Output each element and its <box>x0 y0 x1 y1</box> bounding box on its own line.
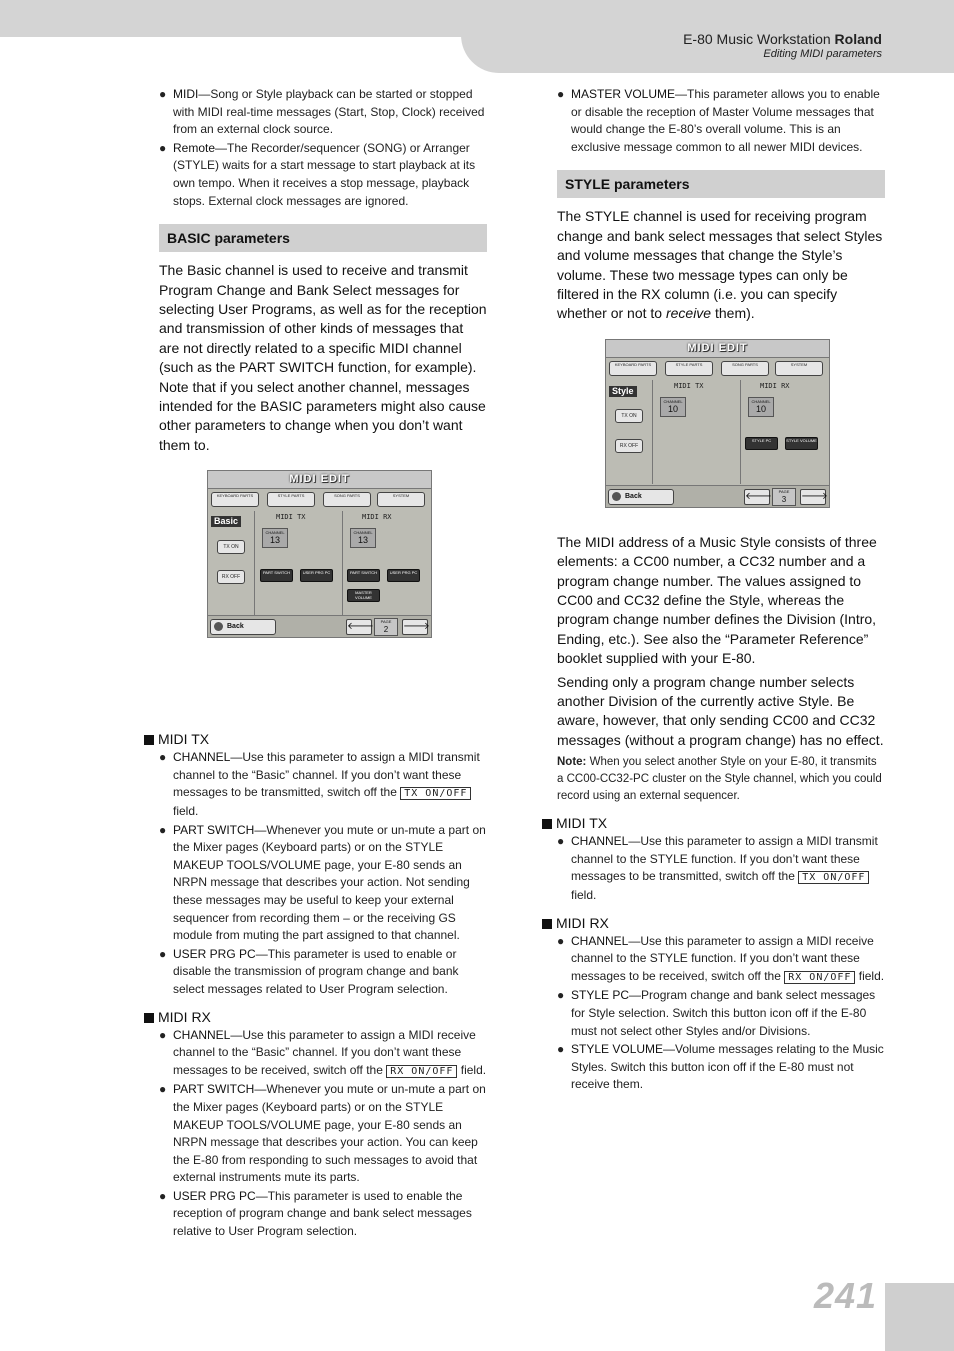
screen-footer <box>606 485 829 507</box>
page-indicator: PAGE 3 <box>772 488 796 506</box>
bullet-remote: ● Remote—The Recorder/sequencer (SONG) or Arranger (STYLE) waits for a start message to start playback at its own tempo. When it receives a stop message, playback stops. External clock messages are ignored. <box>159 140 476 208</box>
rx-user-prg-pc-button[interactable]: USER PRG PC <box>387 569 420 582</box>
style-paragraph: The STYLE channel is used for receiving program change and bank select messages that select Styles and volume messages that change the Style’s volume. These two message types can only be filtered in the RX column (i.e. you can specify whether or not to receive them). <box>557 208 883 322</box>
tab-keyboard-parts[interactable]: KEYBOARD PARTS <box>609 361 657 376</box>
tx-channel-field[interactable]: CHANNEL 10 <box>660 397 686 417</box>
page-indicator: PAGE 2 <box>374 618 398 636</box>
header-section: Editing MIDI parameters <box>763 48 882 60</box>
tx-channel-field[interactable]: CHANNEL 13 <box>262 528 288 548</box>
rx-part-switch-button[interactable]: PART SWITCH <box>347 569 380 582</box>
tx-on-button[interactable]: TX ON <box>217 540 245 554</box>
tx-column-label: MIDI TX <box>674 382 704 390</box>
midi-edit-screen-basic <box>207 470 432 638</box>
divider <box>652 380 653 484</box>
header-title: E-80 Music Workstation Roland <box>683 31 882 47</box>
rx-bullet-part-switch: ● PART SWITCH—Whenever you mute or un-mute a part on the Mixer pages (Keyboard parts) or on the STYLE MAKEUP TOOLS/VOLUME page, your E-80 sends an NRPN message that describes your action. You can keep the E-80 from responding to such messages to avoid that external instruments mute its parts. <box>159 1082 486 1185</box>
tab-system[interactable]: SYSTEM <box>377 492 425 507</box>
style-rx-bullet-channel: ● CHANNEL—Use this parameter to assign a MIDI receive channel to the STYLE function. If you don’t want these messages to be received, switch off the RX ON/OFF field. <box>557 933 885 983</box>
basic-paragraph: The Basic channel is used to receive and transmit Program Change and Bank Select messages for selecting User Programs, as well as for the reception and transmission of other kinds of messages that are not directly related to a specific MIDI channel (such as the PART SWITCH function, for example). Note that if you select another channel, messages intended for the BASIC parameters might also cause other parameters to change when you don’t want them to. <box>159 262 487 453</box>
section-heading-basic: BASIC parameters <box>159 224 487 252</box>
tab-style-parts[interactable]: STYLE PARTS <box>267 492 315 507</box>
rx-master-volume-button[interactable]: MASTER VOLUME <box>347 589 380 602</box>
style-tx-bullet-channel: ● CHANNEL—Use this parameter to assign a MIDI transmit channel to the STYLE function. If you don’t want these messages to be transmitted, switch off the TX ON/OFF field. <box>557 834 878 903</box>
back-icon <box>612 492 621 501</box>
style-tx-onoff-field-label: TX ON/OFF <box>798 871 869 884</box>
page-number: 241 <box>814 1275 878 1316</box>
tx-onoff-field-label: TX ON/OFF <box>400 787 471 800</box>
rx-column-label: MIDI RX <box>362 513 392 521</box>
address-paragraph: The MIDI address of a Music Style consists of three elements: a CC00 number, a CC32 number and a program change number. The values assigned to CC00 and CC32 define the Style, whereas the program change number defines the Division (Intro, Ending, etc.). See also the “Parameter Reference” booklet supplied with your E-80. <box>557 533 877 667</box>
rx-bullet-user-prg-pc: ● USER PRG PC—This parameter is used to enable the reception of program change and bank select messages relative to User Program selection. <box>159 1188 472 1239</box>
screen-footer <box>208 615 431 637</box>
tab-song-parts[interactable]: SONG PARTS <box>721 361 769 376</box>
subheading-midi-rx: MIDI RX <box>144 1009 487 1025</box>
left-column <box>159 86 487 1242</box>
right-column <box>557 86 885 1095</box>
midi-edit-screen-style <box>605 339 830 508</box>
rx-off-button[interactable]: RX OFF <box>217 570 245 584</box>
side-label-style: Style <box>609 386 637 397</box>
page-number-bar <box>885 1283 954 1351</box>
tab-system[interactable]: SYSTEM <box>775 361 823 376</box>
tab-keyboard-parts[interactable]: KEYBOARD PARTS <box>211 492 259 507</box>
bullet-master-volume: ● MASTER VOLUME—This parameter allows you to enable or disable the reception of Master Volume messages that would change the E-80’s overall volume. This is an exclusive message common to all newer MIDI devices. <box>557 87 880 154</box>
rx-bullet-channel: ● CHANNEL—Use this parameter to assign a MIDI receive channel to the “Basic” channel. If you don’t want these messages to be received, switch off the RX ON/OFF field. <box>159 1027 487 1077</box>
page-next-button[interactable]: 🡒 <box>800 489 826 505</box>
tx-bullet-channel: ● CHANNEL—Use this parameter to assign a MIDI transmit channel to the “Basic” channel. If you don’t want these messages to be transmitted, switch off the TX ON/OFF field. <box>159 750 480 818</box>
subheading-midi-tx: MIDI TX <box>144 731 487 747</box>
screen-title: MIDI EDIT <box>208 471 431 489</box>
section-heading-style: STYLE parameters <box>557 170 885 198</box>
divider <box>254 511 255 615</box>
style-rx-onoff-field-label: RX ON/OFF <box>784 971 855 984</box>
rx-channel-field[interactable]: CHANNEL 10 <box>748 397 774 417</box>
rx-column-label: MIDI RX <box>760 382 790 390</box>
tx-bullet-part-switch: ● PART SWITCH—Whenever you mute or un-mute a part on the Mixer pages (Keyboard parts) or on the STYLE MAKEUP TOOLS/VOLUME page, your E-80 sends an NRPN message that describes your action. Not sending these messages may be useful to keep your external sequencer from recording them – or the receiving GS module from muting the part assigned to that channel. <box>159 822 486 943</box>
page-prev-button[interactable]: 🡐 <box>744 489 770 505</box>
tx-on-button[interactable]: TX ON <box>615 409 643 423</box>
page-next-button[interactable]: 🡒 <box>402 619 428 635</box>
rx-onoff-field-label: RX ON/OFF <box>386 1065 457 1078</box>
rx-style-pc-button[interactable]: STYLE PC <box>745 437 778 450</box>
tx-column-label: MIDI TX <box>276 513 306 521</box>
bullet-midi: ● MIDI—Song or Style playback can be started or stopped with MIDI real-time messages (Start, Stop, Clock) received from an external clock source. <box>159 87 485 137</box>
sending-paragraph: Sending only a program change number selects another Division of the currently active Style. Be aware, however, that only sending CC00 and CC32 messages (without a program change) has no effect. <box>557 673 884 748</box>
screen-title: MIDI EDIT <box>606 340 829 358</box>
rx-style-volume-button[interactable]: STYLE VOLUME <box>785 437 818 450</box>
style-subheading-midi-rx: MIDI RX <box>542 915 885 931</box>
tx-part-switch-button[interactable]: PART SWITCH <box>260 569 293 582</box>
style-rx-bullet-style-pc: ● STYLE PC—Program change and bank select messages for Style selection. Switch this button icon off if the E-80 must not select other Styles and/or Divisions. <box>557 988 876 1038</box>
tab-style-parts[interactable]: STYLE PARTS <box>665 361 713 376</box>
back-icon <box>214 622 223 631</box>
tx-user-prg-pc-button[interactable]: USER PRG PC <box>300 569 333 582</box>
divider <box>342 511 343 615</box>
side-label-basic: Basic <box>211 516 241 527</box>
style-subheading-midi-tx: MIDI TX <box>542 815 885 831</box>
note: Note: When you select another Style on your E-80, it transmits a CC00-CC32-PC cluster on the Style channel, which you could record using an external sequencer. <box>557 756 882 803</box>
rx-channel-field[interactable]: CHANNEL 13 <box>350 528 376 548</box>
back-button[interactable]: Back <box>210 619 276 635</box>
rx-off-button[interactable]: RX OFF <box>615 439 643 453</box>
tx-bullet-user-prg-pc: ● USER PRG PC—This parameter is used to enable or disable the transmission of program change and bank select messages related to User Program selection. <box>159 946 459 996</box>
style-rx-bullet-style-volume: ● STYLE VOLUME—Volume messages relating to the Music Styles. Switch this button icon off if the E-80 must not receive them. <box>557 1042 884 1092</box>
divider <box>740 380 741 484</box>
page-prev-button[interactable]: 🡐 <box>346 619 372 635</box>
tab-song-parts[interactable]: SONG PARTS <box>323 492 371 507</box>
back-button[interactable]: Back <box>608 489 674 505</box>
